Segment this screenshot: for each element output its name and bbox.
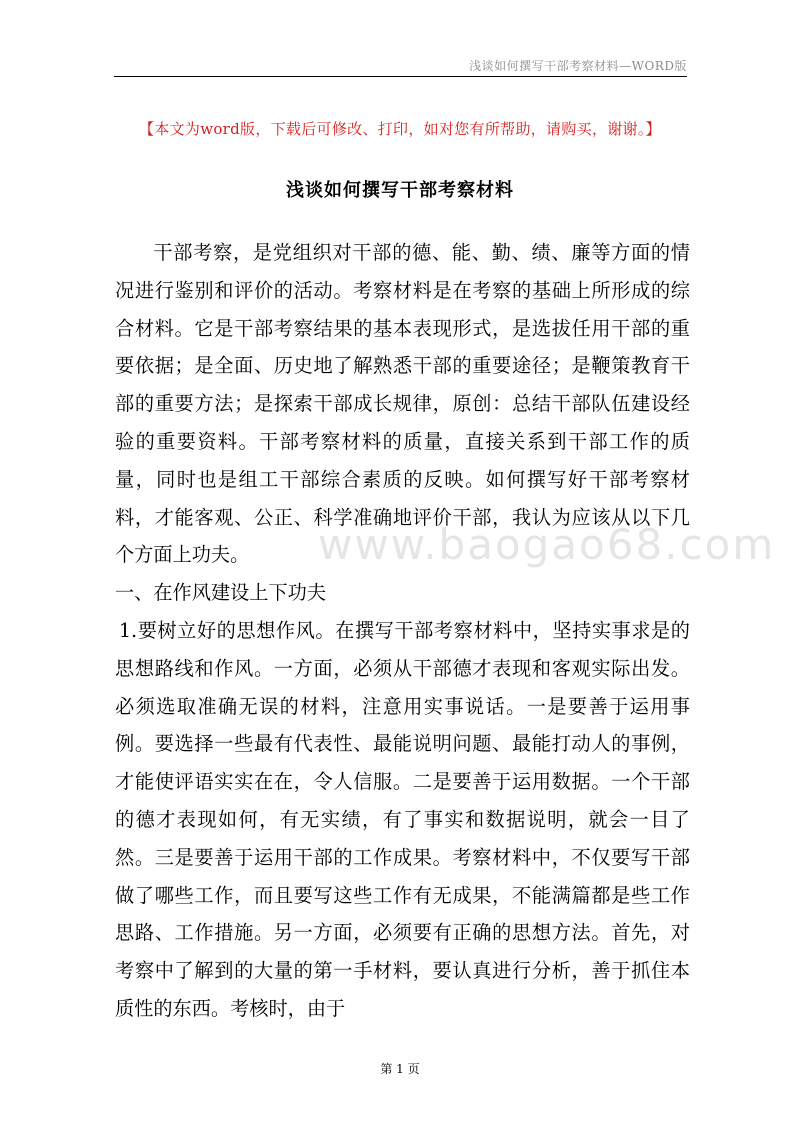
document-title: 浅谈如何撰写干部考察材料 — [286, 180, 514, 201]
body-paragraph: 1.要树立好的思想作风。在撰写干部考察材料中，坚持实事求是的思想路线和作风。一方面，必须从干部德才表现和客观实际出发。必须选取准确无误的材料，注意用实事说话。一是要善于运用事例。要选择一些最有代表性、最能说明问题、最能打动人的事例，才能使评语实实在在，令人信服。二是要善于运用数据。一个干部的德才表现如何，有无实绩，有了事实和数据说明，就会一目了然。三是要善于运用干部的工作成果。考察材料中，不仅要写干部做了哪些工作，而且要写这些工作有无成果，不能满篇都是些工作思路、工作措施。另一方面，必须要有正确的思想方法。首先，对考察中了解到的大量的第一手材料，要认真进行分析，善于抓住本质性的东西。考核时，由于 — [115, 618, 690, 1020]
purchase-notice: 【本文为word版，下载后可修改、打印，如对您有所帮助，请购买，谢谢。】 — [139, 120, 661, 138]
section-heading: 一、在作风建设上下功夫 — [115, 581, 327, 605]
document-body — [115, 234, 690, 1028]
header-divider — [114, 76, 687, 77]
page-number: 第 1 页 — [380, 1062, 420, 1076]
running-header: 浅谈如何撰写干部考察材料—WORD版 — [469, 59, 687, 73]
intro-paragraph: 干部考察，是党组织对干部的德、能、勤、绩、廉等方面的情况进行鉴别和评价的活动。考察材料是在考察的基础上所形成的综合材料。它是干部考察结果的基本表现形式，是选拔任用干部的重要依据；是全面、历史地了解熟悉干部的重要途径；是鞭策教育干部的重要方法；是探索干部成长规律，原创：总结干部队伍建设经验的重要资料。干部考察材料的质量，直接关系到干部工作的质量，同时也是组工干部综合素质的反映。如何撰写好干部考察材料，才能客观、公正、科学准确地评价干部，我认为应该从以下几个方面上功夫。 — [115, 241, 690, 567]
watermark: www.baogao68.com — [318, 520, 776, 569]
